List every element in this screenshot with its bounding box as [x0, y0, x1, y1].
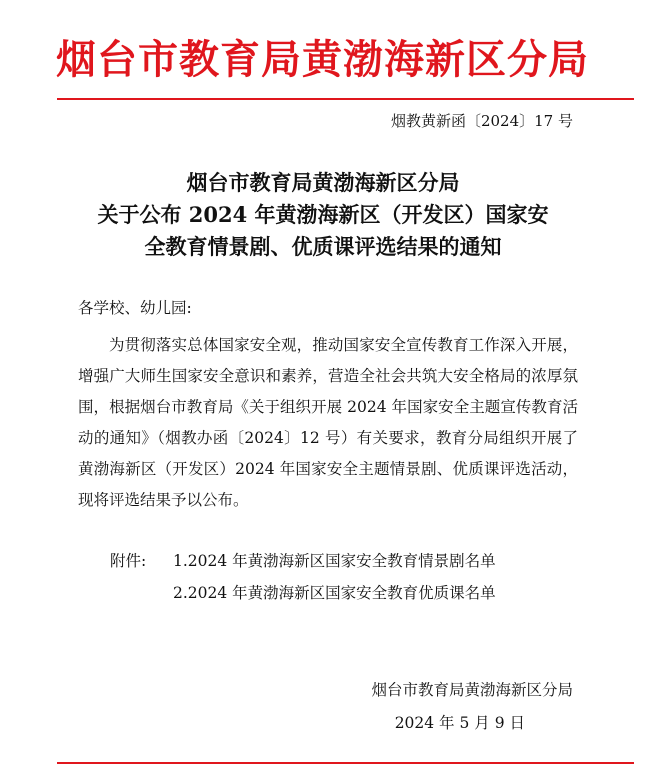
title-line-3: 全教育情景剧、优质课评选结果的通知 — [144, 234, 502, 259]
title-line-2: 关于公布 2024 年黄渤海新区（开发区）国家安 — [97, 202, 549, 227]
signature-block — [371, 674, 573, 740]
salutation: 各学校、幼儿园: — [78, 299, 192, 317]
body-paragraph: 为贯彻落实总体国家安全观，推动国家安全宣传教育工作深入开展，增强广大师生国家安全意识和素养，营造全社会共筑大安全格局的浓厚氛围，根据烟台市教育局《关于组织开展 2024 年国家安全主题宣传教育活动的通知》（烟教办函〔2024〕12 号）有关要求，教育分局组织开展了黄渤海新区（开发区）2024 年国家安全主题情景剧、优质课评选活动，现将评选结果予以公布。 — [78, 336, 578, 509]
attachment-row-2 — [110, 577, 496, 609]
document-number: 烟教黄新函〔2024〕17 号 — [390, 112, 573, 130]
masthead-title: 烟台市教育局黄渤海新区分局 — [56, 36, 589, 83]
attachment-item-2: 2.2024 年黄渤海新区国家安全教育优质课名单 — [173, 584, 496, 602]
footer-red-rule — [57, 762, 634, 764]
attachments-section — [110, 545, 496, 609]
attachments-label: 附件: — [110, 552, 147, 570]
attachment-item-1: 1.2024 年黄渤海新区国家安全教育情景剧名单 — [173, 552, 496, 570]
title-line-1: 烟台市教育局黄渤海新区分局 — [186, 170, 460, 195]
signature-organization: 烟台市教育局黄渤海新区分局 — [371, 681, 573, 699]
signature-date: 2024 年 5 月 9 日 — [394, 714, 525, 732]
document-title — [78, 167, 568, 263]
masthead-red-rule — [57, 98, 634, 100]
attachment-row-1 — [110, 545, 496, 577]
